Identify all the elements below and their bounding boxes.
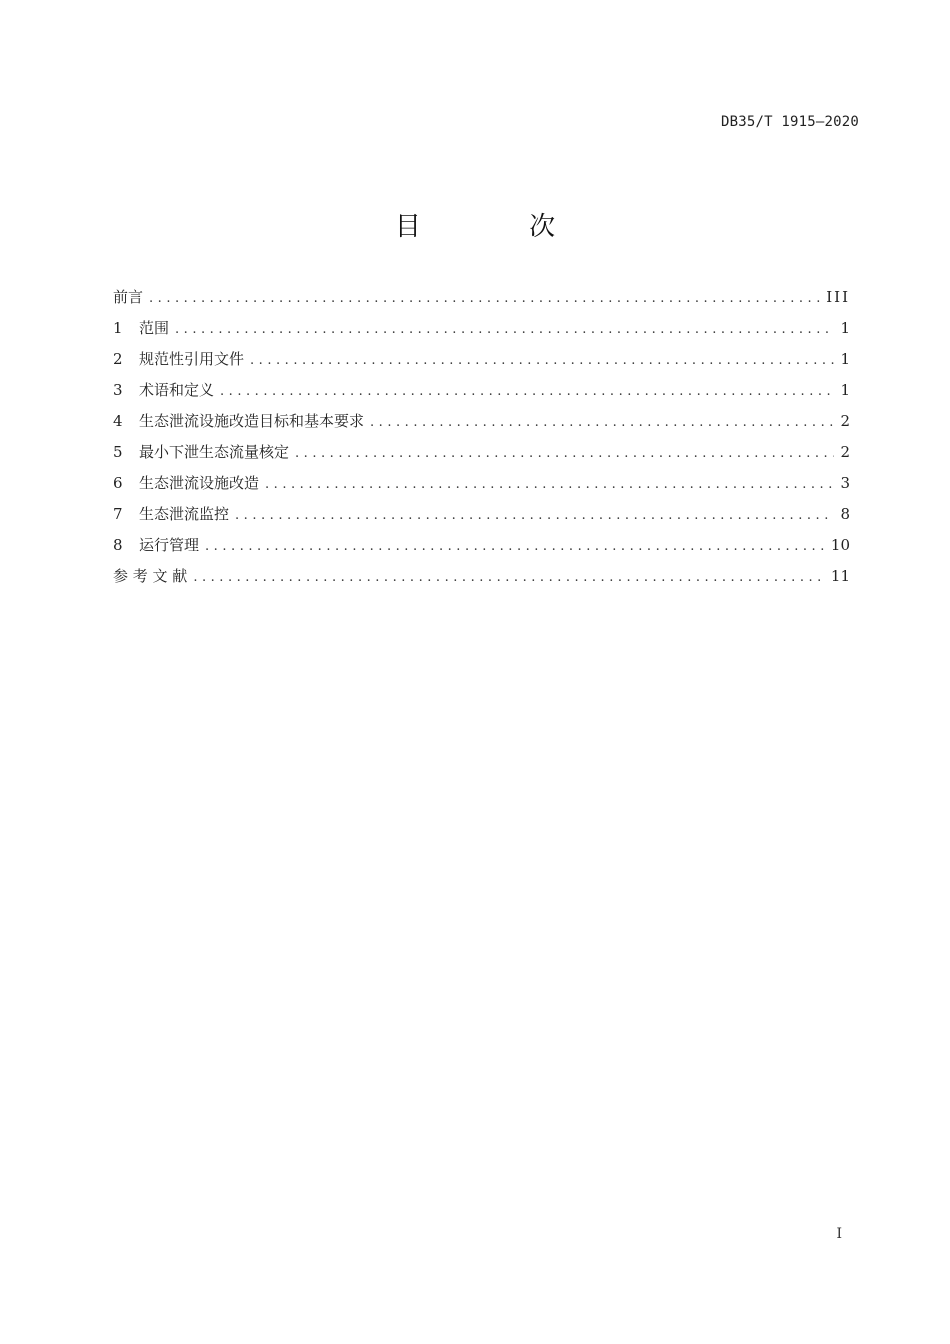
- toc-dot-leader: [295, 443, 834, 465]
- toc-entry-scope[interactable]: [113, 317, 850, 348]
- toc-dot-leader: [370, 412, 834, 434]
- toc-entry-number: 2: [113, 350, 123, 368]
- toc-entry-bibliography[interactable]: [113, 565, 850, 596]
- toc-entry-label: 参 考 文 献: [113, 567, 188, 585]
- toc-entry-label: 生态泄流监控: [139, 505, 230, 523]
- standard-code: DB35/T 1915—2020: [720, 114, 859, 130]
- toc-dot-leader: [193, 567, 825, 589]
- toc-entry-terms-definitions[interactable]: [113, 379, 850, 410]
- toc-entry-label: 规范性引用文件: [139, 350, 245, 368]
- toc-entry-label: 范围: [139, 319, 170, 337]
- toc-entry-page: 1: [840, 319, 850, 337]
- toc-entry-number: 5: [113, 443, 123, 461]
- toc-entry-monitoring[interactable]: [113, 503, 850, 534]
- toc-title-text: 目 次: [394, 212, 606, 242]
- toc-entry-facility-renovation[interactable]: [113, 472, 850, 503]
- toc-entry-page: III: [826, 288, 850, 306]
- toc-title: [0, 206, 950, 243]
- toc-dot-leader: [205, 536, 825, 558]
- toc-entry-page: 3: [840, 474, 850, 492]
- toc-entry-label: 生态泄流设施改造: [139, 474, 260, 492]
- toc-entry-label: 生态泄流设施改造目标和基本要求: [139, 412, 365, 430]
- toc-entry-number: 1: [113, 319, 123, 337]
- toc-entry-normative-references[interactable]: [113, 348, 850, 379]
- toc-entry-page: 11: [830, 567, 850, 585]
- toc-entry-operation-management[interactable]: [113, 534, 850, 565]
- toc-entry-number: 4: [113, 412, 123, 430]
- toc-entry-page: 10: [830, 536, 850, 554]
- toc-entry-number: 8: [113, 536, 123, 554]
- toc-dot-leader: [235, 505, 834, 527]
- table-of-contents: [113, 286, 850, 596]
- toc-entry-foreword[interactable]: [113, 286, 850, 317]
- toc-entry-page: 2: [840, 443, 850, 461]
- toc-dot-leader: [149, 288, 820, 310]
- toc-dot-leader: [175, 319, 834, 341]
- toc-entry-number: 3: [113, 381, 123, 399]
- toc-entry-number: 6: [113, 474, 123, 492]
- toc-entry-page: 8: [840, 505, 850, 523]
- toc-entry-label: 前言: [113, 288, 144, 306]
- toc-entry-label: 最小下泄生态流量核定: [139, 443, 290, 461]
- toc-entry-label: 运行管理: [139, 536, 200, 554]
- toc-entry-number: 7: [113, 505, 123, 523]
- toc-entry-page: 1: [840, 350, 850, 368]
- toc-entry-page: 1: [840, 381, 850, 399]
- toc-entry-label: 术语和定义: [139, 381, 215, 399]
- toc-dot-leader: [220, 381, 834, 403]
- toc-entry-goals-requirements[interactable]: [113, 410, 850, 441]
- page-number: I: [836, 1226, 842, 1242]
- toc-dot-leader: [250, 350, 834, 372]
- toc-entry-minimum-flow[interactable]: [113, 441, 850, 472]
- toc-dot-leader: [265, 474, 834, 496]
- toc-entry-page: 2: [840, 412, 850, 430]
